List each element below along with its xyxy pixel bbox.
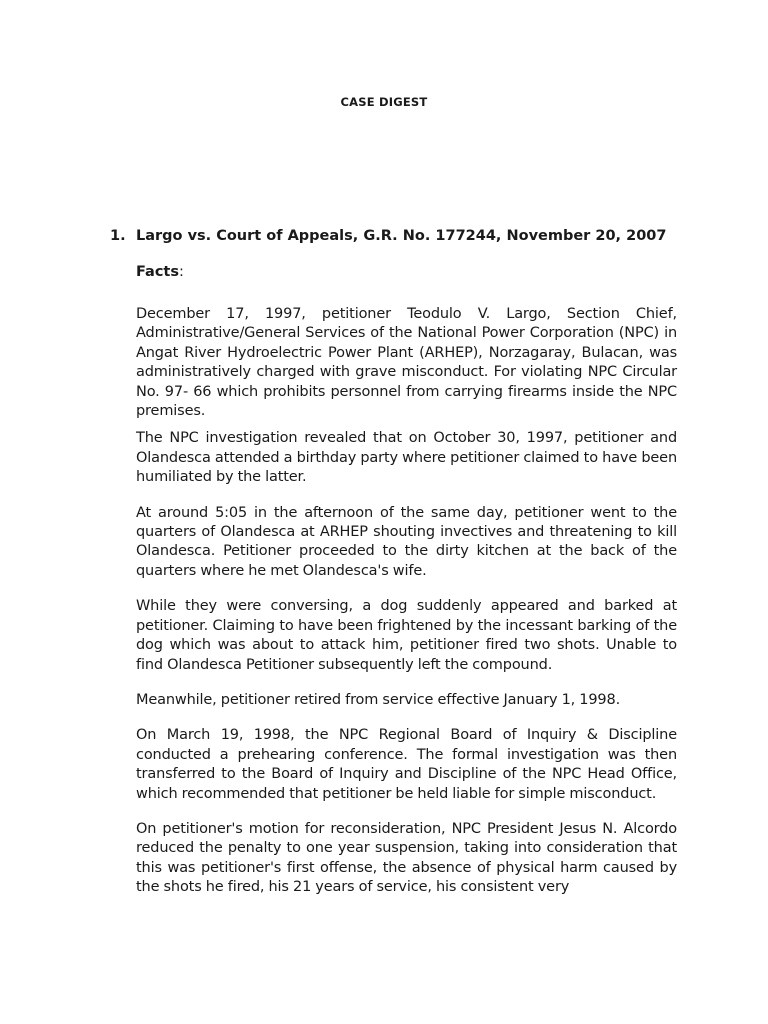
facts-body (136, 305, 677, 914)
paragraph: At around 5:05 in the afternoon of the same day, petitioner went to the quarters of Olandesca at ARHEP shouting invectives and threatening to kill Olandesca. Petitioner proceeded to the dirty kitchen at the back of the quarters where he met Olandesca's wife. (136, 504, 677, 579)
case-title: Largo vs. Court of Appeals, G.R. No. 177244, November 20, 2007 (136, 228, 667, 244)
case-heading (110, 226, 690, 246)
paragraph: Meanwhile, petitioner retired from service effective January 1, 1998. (136, 691, 621, 708)
facts-label-colon: : (179, 264, 184, 280)
facts-section-label (136, 262, 184, 282)
facts-label-text: Facts (136, 264, 179, 280)
paragraph: On March 19, 1998, the NPC Regional Board of Inquiry & Discipline conducted a prehearing conference. The formal investigation was then transferred to the Board of Inquiry and Discipline of the NPC Head Office, which recommended that petitioner be held liable for simple misconduct. (136, 727, 677, 802)
paragraph: December 17, 1997, petitioner Teodulo V. Largo, Section Chief, Administrative/General Services of the National Power Corporation (NPC) in Angat River Hydroelectric Power Plant (ARHEP), Norzagaray, Bulacan, was administratively charged with grave misconduct. For violating NPC Circular No. 97- 66 which prohibits personnel from carrying firearms inside the NPC premises. (136, 306, 677, 420)
paragraph: The NPC investigation revealed that on October 30, 1997, petitioner and Olandesca attended a birthday party where petitioner claimed to have been humiliated by the latter. (136, 430, 677, 486)
document-header: CASE DIGEST (340, 95, 428, 109)
paragraph: On petitioner's motion for reconsideration, NPC President Jesus N. Alcordo reduced the penalty to one year suspension, taking into consideration that this was petitioner's first offense, the absence of physical harm caused by the shots he fired, his 21 years of service, his consistent very (136, 820, 677, 896)
paragraph: While they were conversing, a dog suddenly appeared and barked at petitioner. Claiming to have been frightened by the incessant barking of the dog which was about to attack him, petitioner fired two shots. Unable to find Olandesca Petitioner subsequently left the compound. (136, 598, 677, 673)
case-number: 1. (110, 228, 126, 244)
